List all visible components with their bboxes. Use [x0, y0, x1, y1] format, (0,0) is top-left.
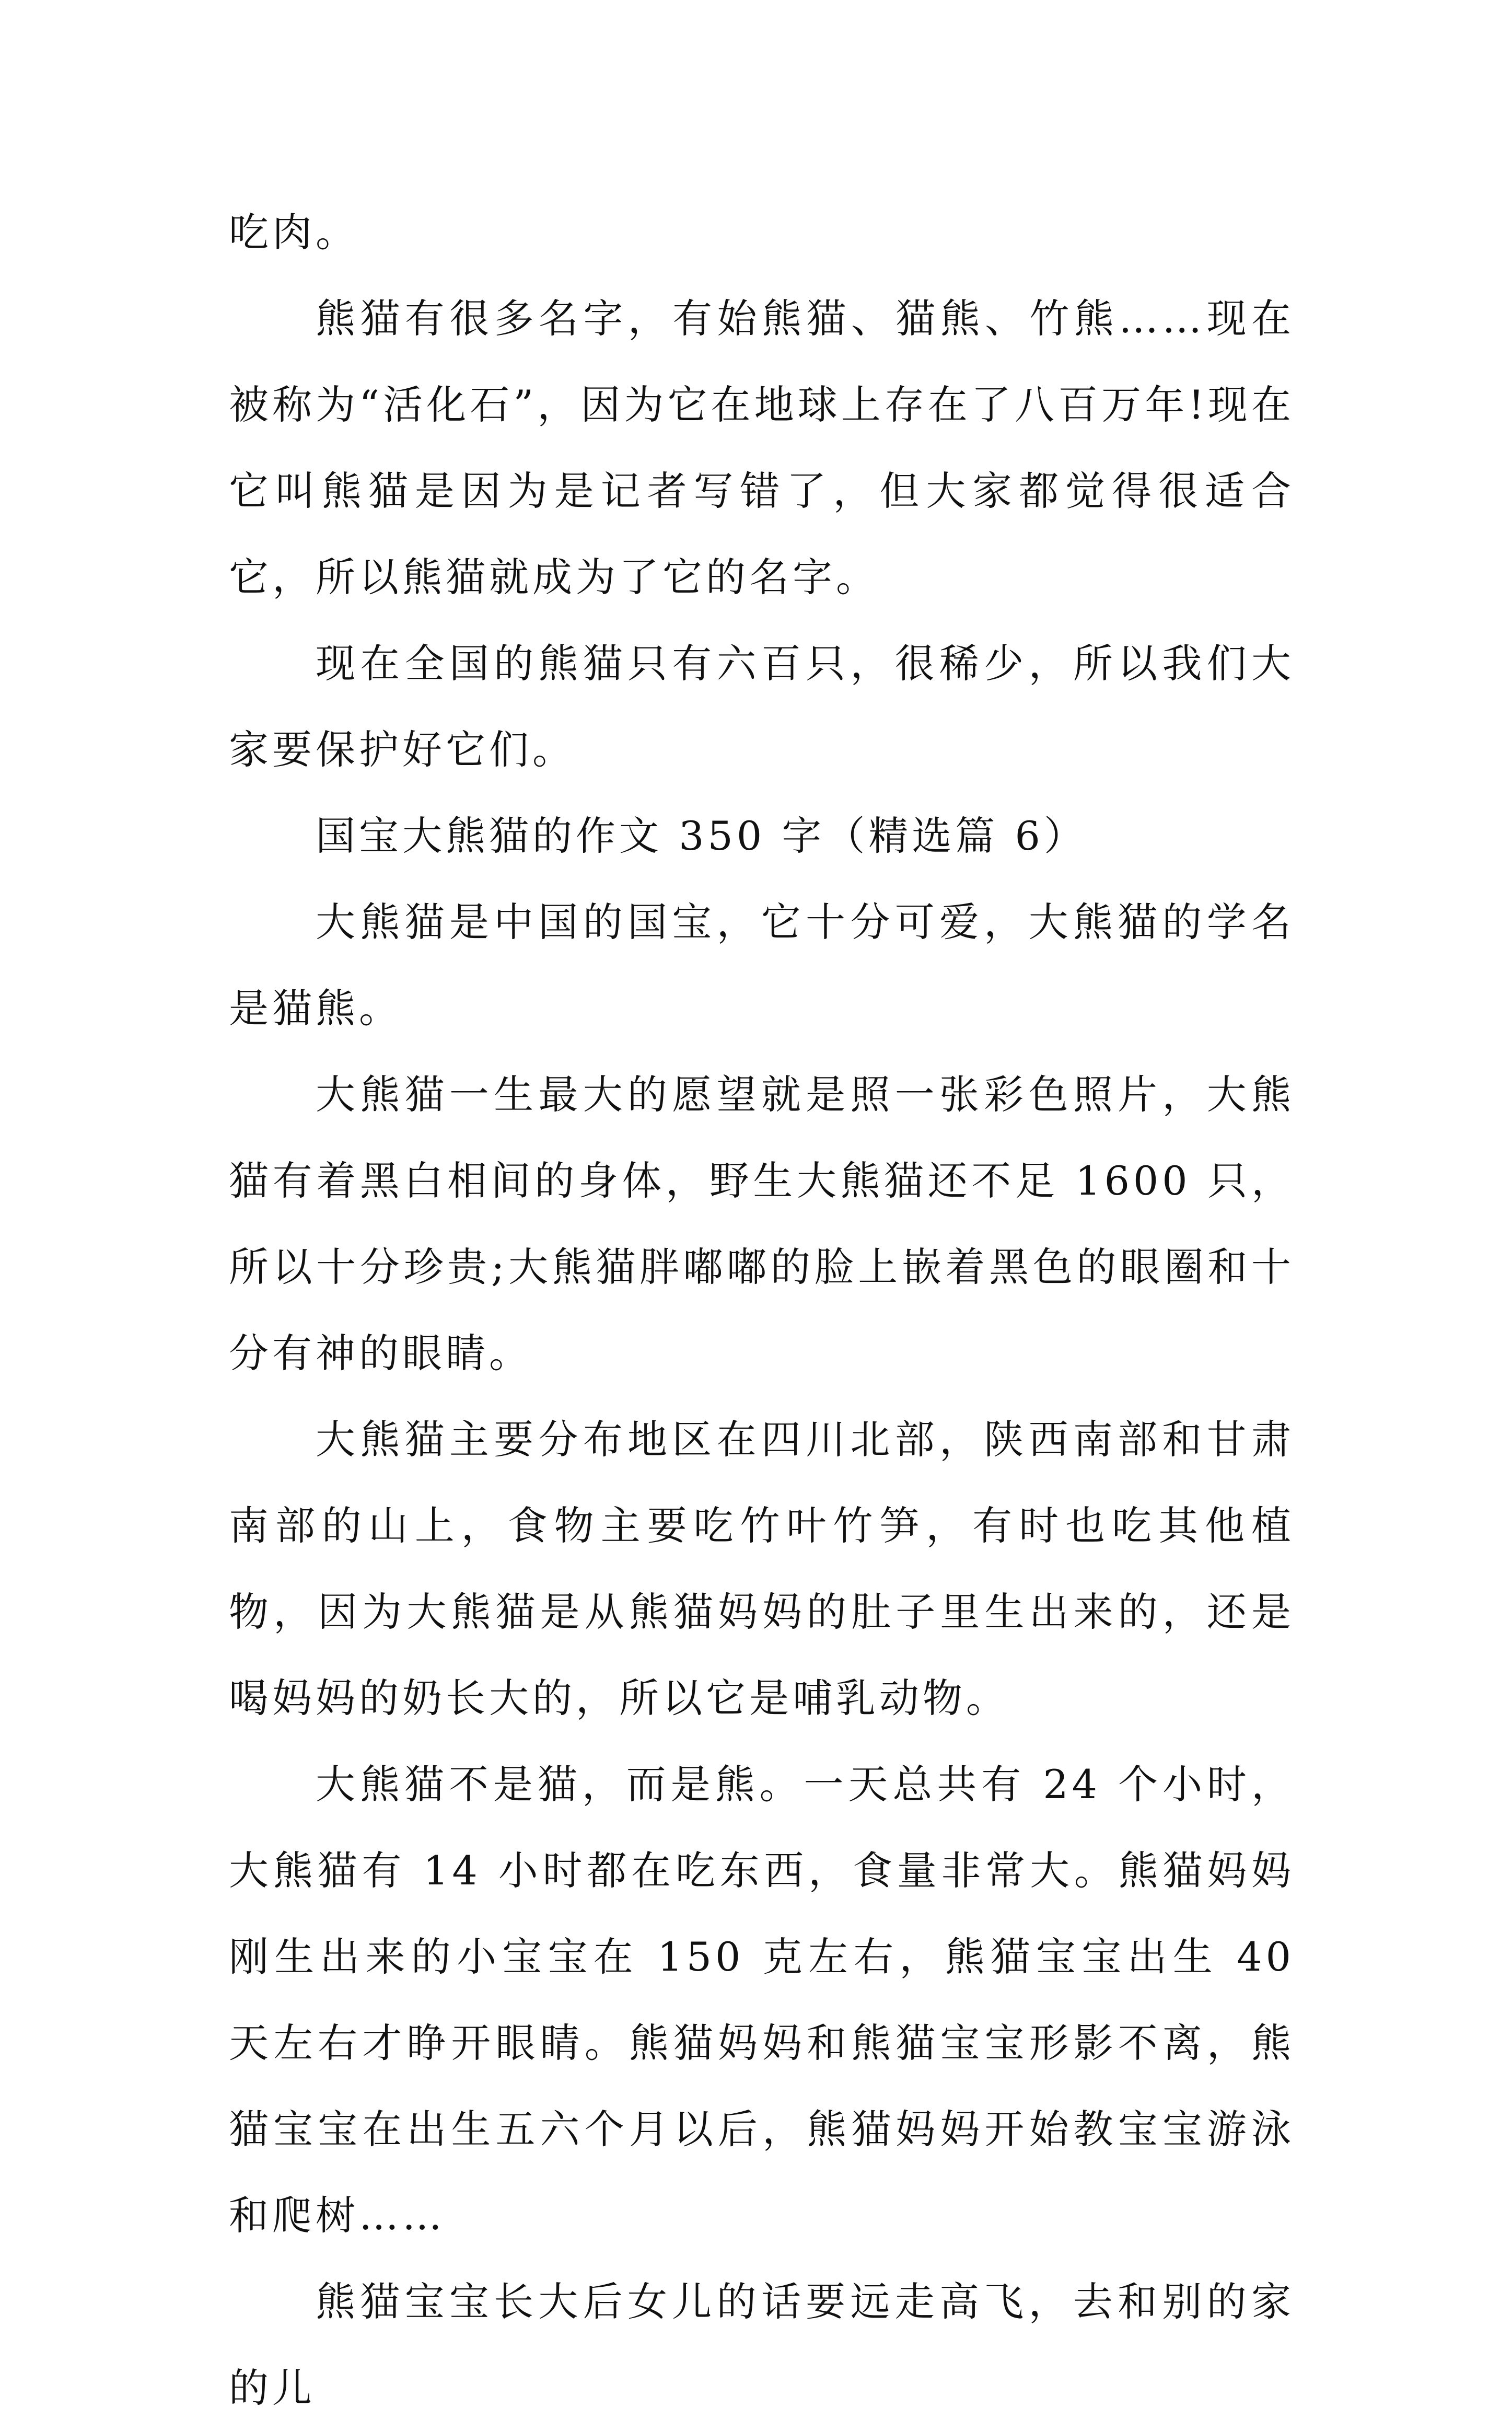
paragraph-national-treasure: 大熊猫是中国的国宝，它十分可爱，大熊猫的学名是猫熊。	[229, 899, 1295, 1032]
paragraph-panda-population: 现在全国的熊猫只有六百只，很稀少，所以我们大家要保护好它们。	[229, 640, 1295, 773]
paragraph-panda-names: 熊猫有很多名字，有始熊猫、猫熊、竹熊……现在被称为“活化石”，因为它在地球上存在了八百万年!现在它叫熊猫是因为是记者写错了，但大家都觉得很适合它，所以熊猫就成为了它的名字。	[229, 295, 1295, 600]
essay-heading: 国宝大熊猫的作文 350 字（精选篇 6）	[316, 813, 1087, 859]
paragraph-panda-growing-up: 熊猫宝宝长大后女儿的话要远走高飞，去和别的家的儿	[229, 2278, 1295, 2411]
paragraph-continuation: 吃肉。	[229, 209, 359, 256]
paragraph-panda-habitat: 大熊猫主要分布地区在四川北部，陕西南部和甘肃南部的山上，食物主要吃竹叶竹笋，有时也吃其他植物，因为大熊猫是从熊猫妈妈的肚子里生出来的，还是喝妈妈的奶长大的，所以它是哺乳动物。	[229, 1416, 1295, 1721]
document-body	[229, 189, 1311, 2431]
paragraph-panda-wish: 大熊猫一生最大的愿望就是照一张彩色照片，大熊猫有着黑白相间的身体，野生大熊猫还不足 1600 只，所以十分珍贵;大熊猫胖嘟嘟的脸上嵌着黑色的眼圈和十分有神的眼睛。	[229, 1071, 1295, 1376]
paragraph-panda-habits: 大熊猫不是猫，而是熊。一天总共有 24 个小时，大熊猫有 14 小时都在吃东西，食量非常大。熊猫妈妈刚生出来的小宝宝在 150 克左右，熊猫宝宝出生 40 天左右才睁开眼睛。熊猫妈妈和熊猫宝宝形影不离，熊猫宝宝在出生五六个月以后，熊猫妈妈开始教宝宝游泳和爬树……	[229, 1761, 1311, 2239]
